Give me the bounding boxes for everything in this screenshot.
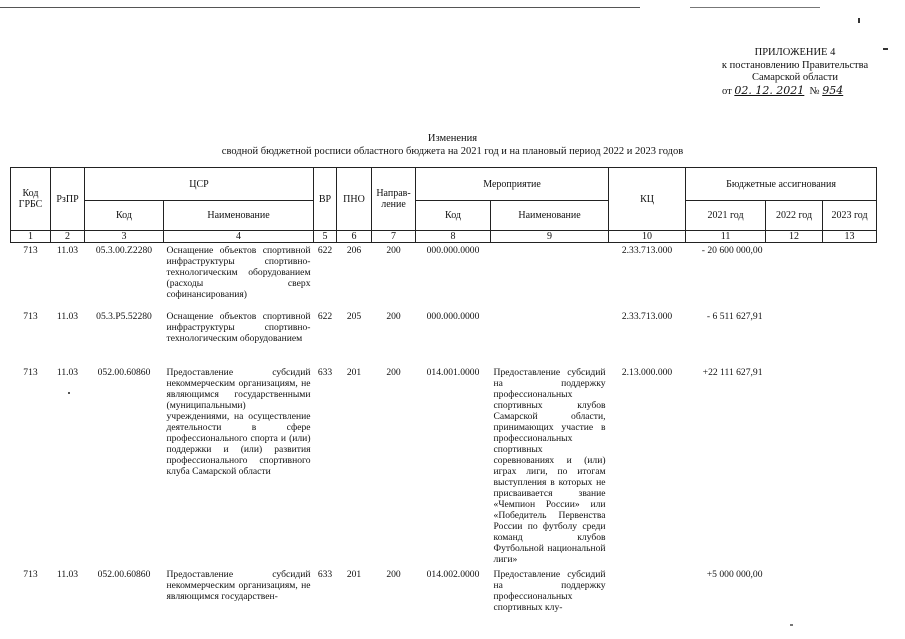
cell-mer-kod: 014.002.0000	[426, 568, 480, 580]
title-line-1: Изменения	[427, 133, 478, 144]
col-number: 5	[314, 231, 337, 243]
top-rule-right	[690, 7, 820, 8]
cell-grbs: 713	[23, 245, 38, 256]
col-number: 1	[11, 231, 51, 243]
col-mer-kod: Код	[416, 201, 491, 231]
cell-rzpr: 11.03	[56, 568, 79, 580]
cell-csr-kod: 05.3.P5.52280	[96, 310, 152, 322]
col-kc: КЦ	[609, 168, 686, 231]
col-number: 7	[372, 231, 416, 243]
col-csr-kod: Код	[85, 201, 164, 231]
col-mer-name: Наименование	[491, 201, 609, 231]
cell-mer-name	[491, 243, 609, 309]
cell-grbs: 713	[23, 310, 38, 322]
annex-date-line	[700, 85, 890, 99]
cell-vr: 633	[317, 366, 333, 378]
cell-csr-kod: 052.00.60860	[97, 366, 151, 378]
cell-pno: 201	[346, 366, 362, 378]
budget-table	[10, 167, 877, 615]
cell-2021: - 6 511 627,91	[706, 310, 763, 322]
cell-2023	[823, 309, 877, 365]
col-kod-grbs: Код ГРБС	[11, 168, 51, 231]
col-number: 10	[609, 231, 686, 243]
document-title	[0, 133, 905, 158]
cell-pno: 201	[346, 568, 362, 580]
col-rzpr: РзПР	[51, 168, 85, 231]
cell-mer-name: Предоставление субсидий на поддержку профессиональных спортивных клубов Самарской области, принимающих участие в профессиональных спортивных соревнованиях и (или) играх лиги, по итогам выступления в которых не присваивается звание «Чемпион России» или «Победитель Первенства России по футболу среди команд клубов Футбольной национальной лиги»	[493, 366, 606, 565]
top-rule	[0, 7, 640, 8]
cell-napr: 200	[386, 568, 401, 580]
cell-2021: +5 000 000,00	[706, 568, 763, 580]
cell-grbs: 713	[23, 366, 38, 378]
cell-2023	[823, 365, 877, 567]
cell-2023	[823, 243, 877, 309]
col-number: 9	[491, 231, 609, 243]
col-number: 4	[164, 231, 314, 243]
annex-block	[700, 47, 890, 98]
col-csr-name: Наименование	[164, 201, 314, 231]
col-number: 11	[686, 231, 766, 243]
scan-dot	[790, 624, 793, 626]
cell-2022	[766, 309, 823, 365]
cell-mer-name: Предоставление субсидий на поддержку профессиональных спортивных клу-	[493, 568, 606, 613]
cell-mer-kod: 014.001.0000	[426, 366, 480, 378]
number-prefix: №	[809, 85, 820, 97]
col-number: 12	[766, 231, 823, 243]
col-2023: 2023 год	[823, 201, 877, 231]
date-value: 02. 12. 2021	[734, 83, 805, 97]
cell-vr: 622	[317, 245, 333, 256]
col-napr: Направ-ление	[372, 168, 416, 231]
number-value: 954	[822, 83, 844, 97]
cell-vr: 633	[317, 568, 333, 580]
cell-pno: 205	[346, 310, 362, 322]
cell-rzpr: 11.03	[56, 366, 79, 378]
cell-rzpr: 11.03	[56, 310, 79, 322]
col-number: 3	[85, 231, 164, 243]
cell-mer-name	[491, 309, 609, 365]
col-budget: Бюджетные ассигнования	[686, 168, 877, 201]
cell-rzpr: 11.03	[56, 245, 79, 256]
col-csr: ЦСР	[85, 168, 314, 201]
cell-kc	[609, 567, 686, 615]
title-line-2: сводной бюджетной росписи областного бюджета на 2021 год и на плановый период 2022 и 2023 годов	[221, 145, 684, 157]
table-row	[11, 309, 877, 365]
cell-napr: 200	[386, 366, 401, 378]
cell-kc: 2.33.713.000	[621, 310, 673, 322]
cell-2022	[766, 243, 823, 309]
col-2021: 2021 год	[686, 201, 766, 231]
cell-kc: 2.13.000.000	[621, 366, 673, 378]
table-row	[11, 567, 877, 615]
cell-napr: 200	[386, 245, 401, 256]
cell-csr-name: Предоставление субсидий некоммерческим организациям, не являющимся государственными (муниципальными) учреждениями, на осуществление деятельности в сфере профессионального спорта и (или) поддержки и (или) развития профессионального спортивного клуба Самарской области	[166, 366, 311, 477]
cell-csr-name: Предоставление субсидий некоммерческим организациям, не являющимся государствен-	[166, 568, 311, 602]
cell-csr-kod: 05.3.00.Z2280	[95, 245, 153, 256]
col-number: 6	[337, 231, 372, 243]
col-meropr: Мероприятие	[416, 168, 609, 201]
cell-2022	[766, 365, 823, 567]
cell-mer-kod: 000.000.0000	[426, 245, 480, 256]
cell-kc: 2.33.713.000	[621, 245, 673, 256]
cell-pno: 206	[346, 245, 362, 256]
cell-2021: - 20 600 000,00	[701, 245, 763, 256]
cell-grbs: 713	[23, 568, 38, 580]
col-vr: ВР	[314, 168, 337, 231]
date-prefix: от	[722, 85, 732, 97]
cell-napr: 200	[386, 310, 401, 322]
cell-csr-name: Оснащение объектов спортивной инфраструктуры спортивно-технологическим оборудованием	[166, 310, 311, 344]
cell-2021: +22 111 627,91	[702, 366, 763, 378]
annex-line-2: Самарской области	[752, 72, 838, 83]
cell-2022	[766, 567, 823, 615]
col-pno: ПНО	[337, 168, 372, 231]
col-2022: 2022 год	[766, 201, 823, 231]
scan-mark	[858, 18, 860, 23]
col-number: 13	[823, 231, 877, 243]
annex-line-1: к постановлению Правительства	[721, 59, 869, 71]
cell-mer-kod: 000.000.0000	[426, 310, 480, 322]
annex-title: ПРИЛОЖЕНИЕ 4	[754, 47, 836, 58]
cell-csr-name: Оснащение объектов спортивной инфраструктуры спортивно-технологическим оборудованием (расходы сверх софинансирования)	[166, 245, 311, 300]
col-number: 2	[51, 231, 85, 243]
table-row	[11, 243, 877, 309]
table-row	[11, 365, 877, 567]
cell-csr-kod: 052.00.60860	[97, 568, 151, 580]
cell-2023	[823, 567, 877, 615]
col-number: 8	[416, 231, 491, 243]
cell-vr: 622	[317, 310, 333, 322]
